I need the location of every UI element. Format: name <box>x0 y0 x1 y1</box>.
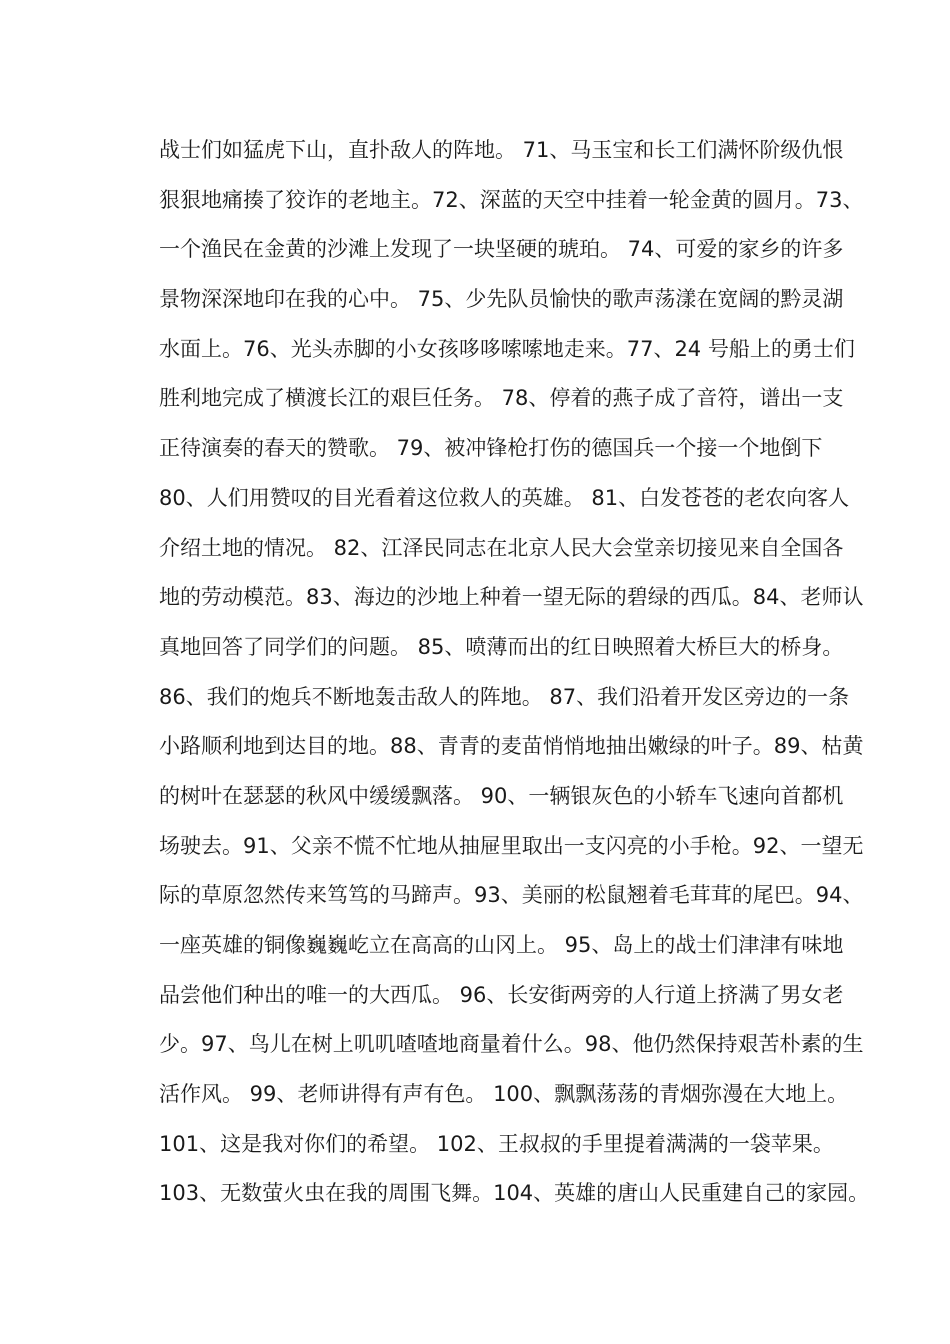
document-body <box>159 126 889 1219</box>
text-line: 际的草原忽然传来笃笃的马蹄声。93、美丽的松鼠翘着毛茸茸的尾巴。94、 <box>159 883 864 908</box>
text-line: 介绍土地的情况。 82、江泽民同志在北京人民大会堂亲切接见来自全国各 <box>159 535 844 560</box>
text-line: 胜利地完成了横渡长江的艰巨任务。 78、停着的燕子成了音符，谱出一支 <box>159 386 844 411</box>
text-line: 86、我们的炮兵不断地轰击敌人的阵地。 87、我们沿着开发区旁边的一条 <box>159 684 850 709</box>
text-line: 场驶去。91、父亲不慌不忙地从抽屉里取出一支闪亮的小手枪。92、一望无 <box>159 833 864 858</box>
text-line: 地的劳动模范。83、海边的沙地上种着一望无际的碧绿的西瓜。84、老师认 <box>159 585 864 610</box>
text-line: 狠狠地痛揍了狡诈的老地主。72、深蓝的天空中挂着一轮金黄的圆月。73、 <box>159 187 864 212</box>
text-line: 少。97、鸟儿在树上叽叽喳喳地商量着什么。98、他仍然保持艰苦朴素的生 <box>159 1032 864 1057</box>
text-line: 103、无数萤火虫在我的周围飞舞。104、英雄的唐山人民重建自己的家园。 <box>159 1181 870 1206</box>
text-line: 水面上。76、光头赤脚的小女孩哆哆嗦嗦地走来。77、24 号船上的勇士们 <box>159 336 855 361</box>
text-line: 正待演奏的春天的赞歌。 79、被冲锋枪打伤的德国兵一个接一个地倒下 <box>159 436 823 461</box>
text-line: 101、这是我对你们的希望。 102、王叔叔的手里提着满满的一袋苹果。 <box>159 1131 834 1156</box>
text-line: 活作风。 99、老师讲得有声有色。 100、飘飘荡荡的青烟弥漫在大地上。 <box>159 1082 849 1107</box>
text-line: 战士们如猛虎下山，直扑敌人的阵地。 71、马玉宝和长工们满怀阶级仇恨 <box>159 138 844 162</box>
text-line: 一个渔民在金黄的沙滩上发现了一块坚硬的琥珀。 74、可爱的家乡的许多 <box>159 237 844 262</box>
text-line: 一座英雄的铜像巍巍屹立在高高的山冈上。 95、岛上的战士们津津有味地 <box>159 933 844 957</box>
text-line: 真地回答了同学们的问题。 85、喷薄而出的红日映照着大桥巨大的桥身。 <box>159 634 844 659</box>
text-line: 80、人们用赞叹的目光看着这位救人的英雄。 81、白发苍苍的老农向客人 <box>159 485 850 510</box>
text-line: 景物深深地印在我的心中。 75、少先队员愉快的歌声荡漾在宽阔的黔灵湖 <box>159 287 844 312</box>
text-line: 品尝他们种出的唯一的大西瓜。 96、长安街两旁的人行道上挤满了男女老 <box>159 982 844 1007</box>
text-line: 的树叶在瑟瑟的秋风中缓缓飘落。 90、一辆银灰色的小轿车飞速向首都机 <box>159 783 844 808</box>
text-line: 小路顺利地到达目的地。88、青青的麦苗悄悄地抽出嫩绿的叶子。89、枯黄 <box>159 734 864 759</box>
